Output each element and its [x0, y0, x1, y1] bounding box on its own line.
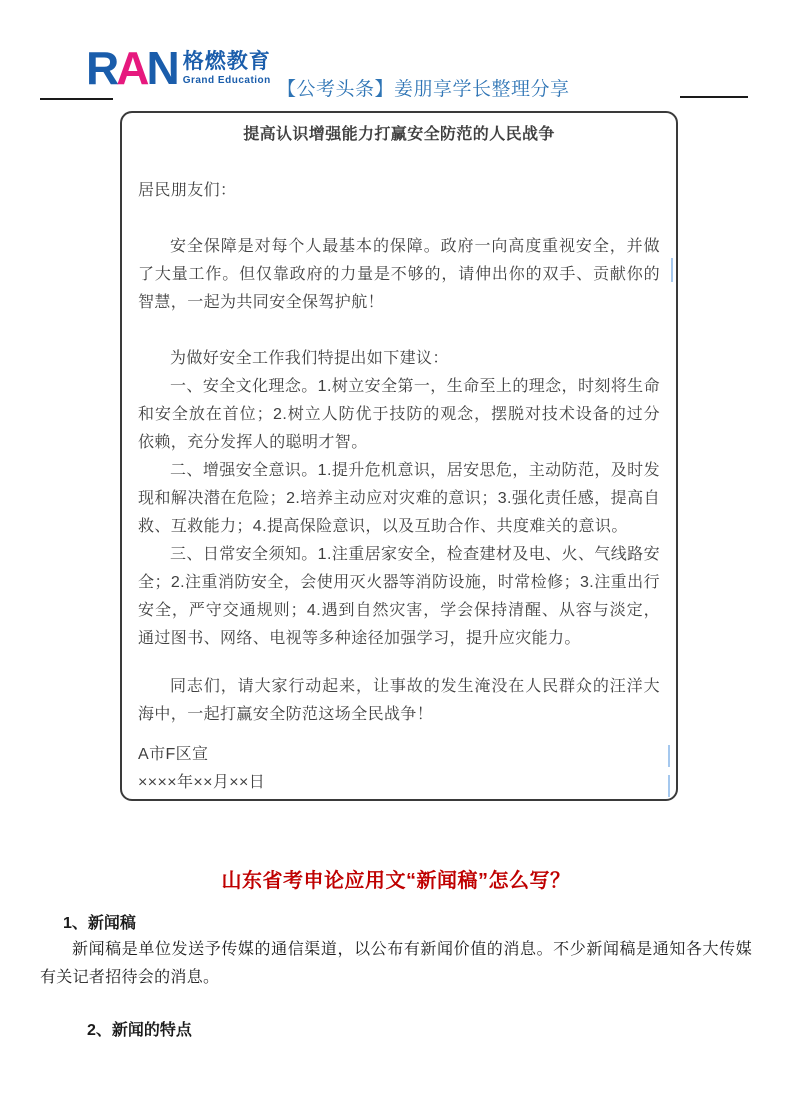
header-rule-left: [40, 98, 113, 100]
spacer: [138, 729, 660, 741]
brand-logo: [86, 42, 271, 94]
spacer: [138, 149, 660, 177]
logo-ran-wordmark: [86, 42, 177, 94]
text-cursor-mark: [671, 258, 673, 282]
logo-letter-a: A: [116, 42, 147, 94]
text-cursor-mark: [668, 775, 670, 797]
letter-box: [120, 111, 678, 801]
spacer: [138, 317, 660, 345]
logo-english-name: Grand Education: [182, 75, 271, 86]
letter-signature: A市F区宣: [138, 746, 209, 763]
article-section-heading-1: 1、新闻稿: [63, 915, 136, 932]
logo-chinese-name: 格燃教育: [182, 50, 271, 73]
letter-paragraph: 二、增强安全意识。1.提升危机意识，居安思危，主动防范，及时发现和解决潜在危险；2.培养主动应对灾难的意识；3.强化责任感，提高自救、互救能力；4.提高保险意识，以及互助合作、共度难关的意识。: [138, 462, 660, 535]
article-section-heading-2: 2、新闻的特点: [87, 1022, 192, 1039]
letter-date: ××××年××月××日: [138, 774, 266, 791]
letter-title: 提高认识增强能力打赢安全防范的人民战争: [243, 126, 555, 143]
header-tagline: 【公考头条】姜朋享学长整理分享: [277, 79, 570, 100]
logo-letter-n: N: [146, 42, 177, 94]
spacer: [138, 205, 660, 233]
article-section-body-1: 新闻稿是单位发送予传媒的通信渠道，以公布有新闻价值的消息。不少新闻稿是通知各大传媒有关记者招待会的消息。: [40, 941, 752, 986]
letter-paragraph: 安全保障是对每个人最基本的保障。政府一向高度重视安全，并做了大量工作。但仅靠政府的力量是不够的，请伸出你的双手、贡献你的智慧，一起为共同安全保驾护航！: [138, 238, 660, 311]
text-cursor-mark: [668, 745, 670, 767]
spacer: [138, 653, 660, 673]
article-title: 山东省考申论应用文“新闻稿”怎么写？: [221, 870, 571, 892]
letter-salutation: 居民朋友们：: [138, 182, 237, 199]
logo-text-block: [183, 46, 271, 87]
logo-letter-r: R: [86, 42, 117, 94]
letter-paragraph: 一、安全文化理念。1.树立安全第一，生命至上的理念，时刻将生命和安全放在首位；2.树立人防优于技防的观念，摆脱对技术设备的过分依赖，充分发挥人的聪明才智。: [138, 378, 660, 451]
header-rule-right: [680, 96, 748, 98]
letter-paragraph: 为做好安全工作我们特提出如下建议：: [170, 350, 449, 367]
letter-paragraph: 同志们，请大家行动起来，让事故的发生淹没在人民群众的汪洋大海中，一起打赢安全防范这场全民战争！: [138, 678, 660, 723]
letter-paragraph: 三、日常安全须知。1.注重居家安全，检查建材及电、火、气线路安全；2.注重消防安全，会使用灭火器等消防设施，时常检修；3.注重出行安全，严守交通规则；4.遇到自然灾害，学会保持清醒、从容与淡定，通过图书、网络、电视等多种途径加强学习，提升应灾能力。: [138, 546, 660, 647]
